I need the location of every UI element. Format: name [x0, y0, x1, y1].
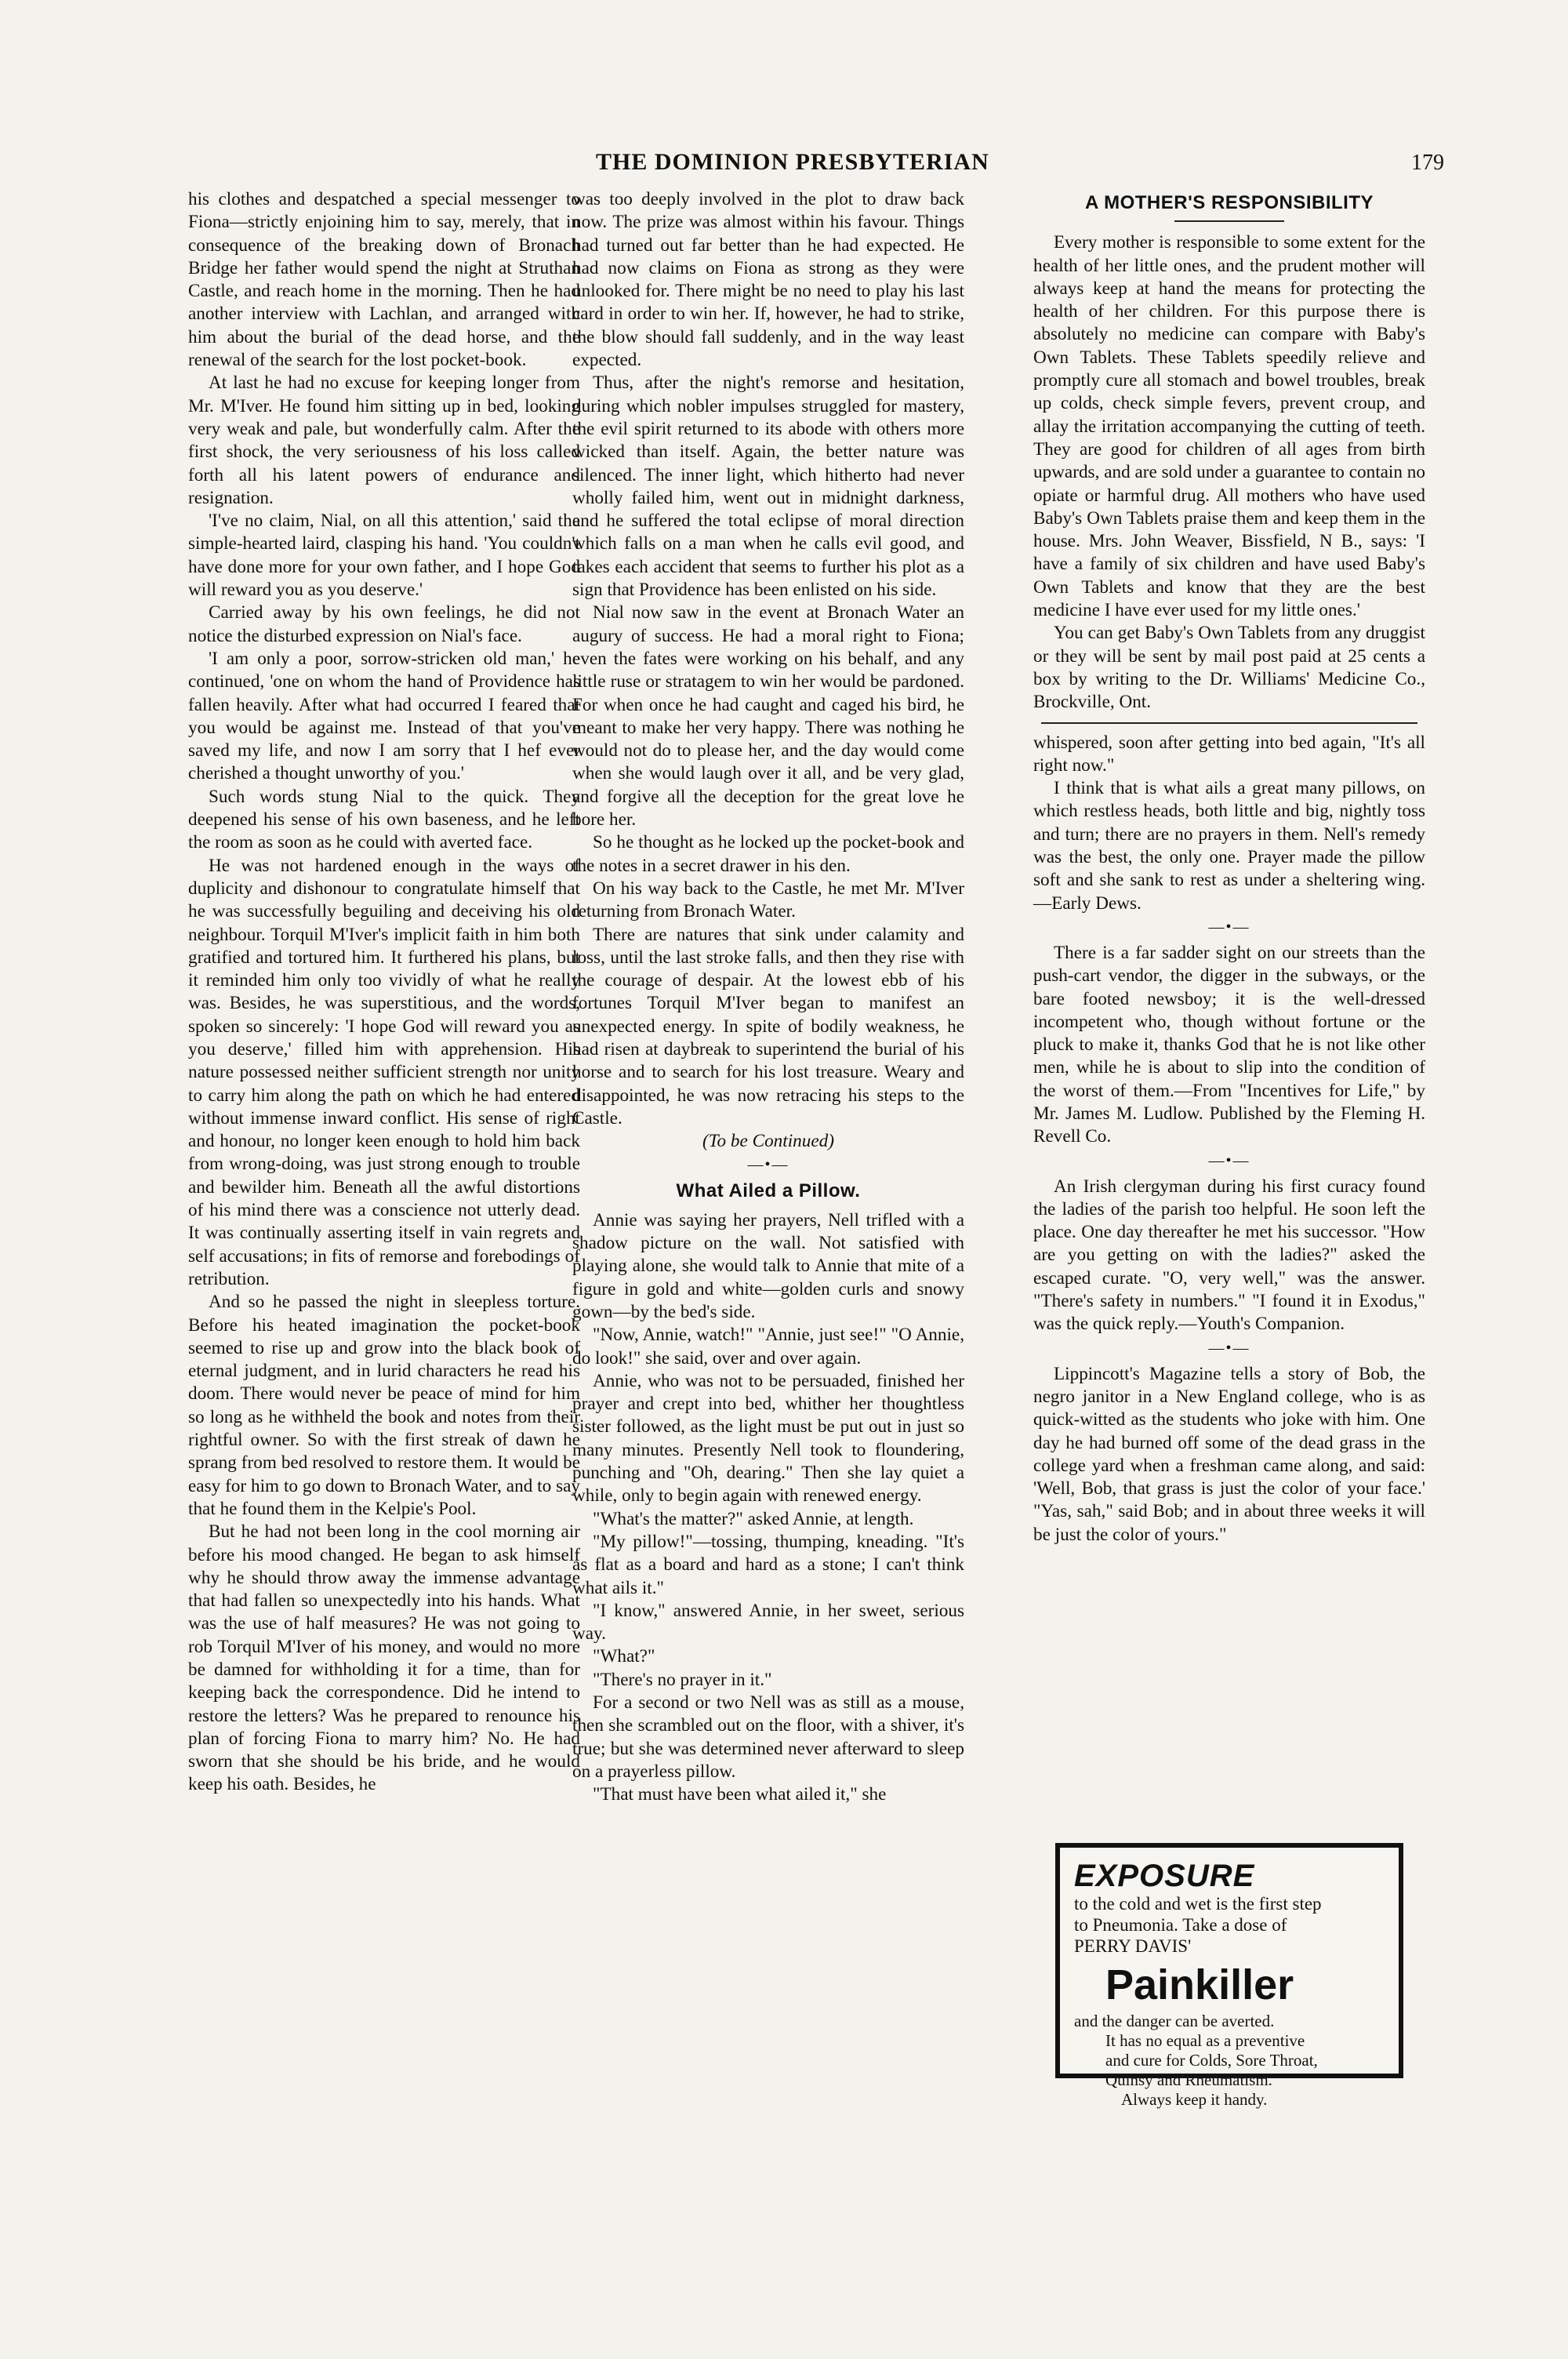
ad-line: Always keep it handy.	[1121, 2090, 1268, 2109]
story-paragraph: But he had not been long in the cool morning air before his mood changed. He began to ask himself why he should throw away the immense advantage that had fallen so unexpectedly into his hands. What was the use of half measures? He was not going to rob Torquil M'Iver of his money, and would no more be damned for withholding it for a time, than for keeping back the correspondence. Did he intend to restore the letters? Was he prepared to renounce his plan of forcing Fiona to marry him? No. He had sworn that she should be his bride, and he would keep his oath. Besides, he	[188, 1521, 580, 1795]
section-ornament: —•—	[1208, 918, 1250, 936]
article-heading-pillow: What Ailed a Pillow.	[676, 1180, 861, 1202]
story-paragraph: Carried away by his own feelings, he did not notice the disturbed expression on Nial's face.	[188, 602, 580, 646]
story-paragraph: And so he passed the night in sleepless torture. Before his heated imagination the pocket-book seemed to rise up and grow into the black book of eternal judgment, and in lurid characters he read his doom. There would never be peace of mind for him so long as he withheld the book and notes from their rightful owner. So with the first streak of dawn he sprang from bed resolved to restore them. It would be easy for him to go down to Bronach Water, and to say that he found them in the Kelpie's Pool.	[188, 1292, 580, 1519]
section-ornament: —•—	[1208, 1151, 1250, 1169]
ad-brand-name: Painkiller	[1105, 1961, 1294, 2008]
article-paragraph: "There's no prayer in it."	[593, 1669, 772, 1690]
page-header	[0, 149, 1568, 180]
story-paragraph: Thus, after the night's remorse and hesitation, during which nobler impulses struggled for mastery, the evil spirit returned to its abode with others more wicked than itself. Again, the better nature was silenced. The inner light, which hitherto had never wholly failed him, went out in midnight darkness, and he suffered the total eclipse of moral direction which falls on a man when he calls evil good, and takes each accident that seems to further his plot as a sign that Providence has been enlisted on his side.	[572, 373, 964, 601]
article-paragraph: An Irish clergyman during his first curacy found the ladies of the parish too helpful. He soon left the place. One day thereafter he met his successor. "How are you getting on with the ladies?" asked the escaped curate. "O, very well," was the answer. "There's safety in numbers." "I found it in Exodus," was the quick reply.—Youth's Companion.	[1033, 1176, 1425, 1335]
article-paragraph: "I know," answered Annie, in her sweet, serious way.	[572, 1600, 964, 1645]
article-paragraph: Annie, who was not to be persuaded, finished her prayer and crept into bed, whither her thoughtless sister followed, as the light must be put out in just so many minutes. Presently Nell took to floundering, punching and "Oh, dearing." Then she lay quiet a while, only to begin again with renewed energy.	[572, 1370, 964, 1507]
article-paragraph: "Now, Annie, watch!" "Annie, just see!" "O Annie, do look!" she said, over and over again.	[572, 1325, 964, 1369]
ad-line: PERRY DAVIS'	[1074, 1936, 1192, 1956]
article-paragraph: Every mother is responsible to some extent for the health of her little ones, and the prudent mother will always keep at hand the means for protecting the health of her children. For this purpose there is absolutely no medicine can compare with Baby's Own Tablets. These Tablets speedily relieve and promptly cure all stomach and bowel troubles, break up colds, check simple fevers, prevent croup, and allay the irritation accompanying the cutting of teeth. They are good for children of all ages from birth upwards, and are sold under a guarantee to contain no opiate or harmful drug. All mothers who have used Baby's Own Tablets praise them and keep them in the house. Mrs. John Weaver, Bissfield, N B., says: 'I have a family of six children and have used Baby's Own Tablets and know that they are the best medicine I have ever used for my little ones.'	[1033, 232, 1425, 621]
ad-line: It has no equal as a preventive	[1105, 2031, 1305, 2050]
article-heading-mother: A MOTHER'S RESPONSIBILITY	[1084, 192, 1374, 213]
article-paragraph: For a second or two Nell was as still as a mouse, then she scrambled out on the floor, with a shiver, it's true; but she was determined never afterward to sleep on a prayerless pillow.	[572, 1692, 964, 1782]
article-paragraph: "My pillow!"—tossing, thumping, kneading. "It's as flat as a board and hard as a stone; I can't think what ails it."	[572, 1531, 964, 1598]
column-1	[188, 188, 580, 1797]
ad-headline: EXPOSURE	[1074, 1859, 1255, 1893]
story-paragraph: On his way back to the Castle, he met Mr. M'Iver returning from Bronach Water.	[572, 878, 964, 922]
article-paragraph: "What?"	[593, 1646, 655, 1667]
story-paragraph: his clothes and despatched a special messenger to Fiona—strictly enjoining him to say, merely, that in consequence of the breaking down of Bronach Bridge her father would spend the night at Struthan Castle, and reach home in the morning. Then he had another interview with Lachlan, and arranged with him about the burial of the dead horse, and the renewal of the search for the lost pocket-book.	[188, 189, 580, 371]
ad-line: and the danger can be averted.	[1074, 2012, 1275, 2030]
story-paragraph: So he thought as he locked up the pocket-book and the notes in a secret drawer in his den.	[572, 832, 964, 876]
story-paragraph: 'I've no claim, Nial, on all this attention,' said the simple-hearted laird, clasping his hand. 'You couldn't have done more for your own father, and I hope God will reward you as you deserve.'	[188, 511, 580, 601]
article-paragraph: You can get Baby's Own Tablets from any druggist or they will be sent by mail post paid at 25 cents a box by writing to the Dr. Williams' Medicine Co., Brockville, Ont.	[1033, 623, 1425, 713]
page-number: 179	[1411, 151, 1444, 175]
ad-line: to Pneumonia. Take a dose of	[1074, 1915, 1287, 1935]
ad-line: and cure for Colds, Sore Throat,	[1105, 2051, 1318, 2070]
section-ornament: —•—	[1208, 1339, 1250, 1357]
story-paragraph: was too deeply involved in the plot to draw back now. The prize was almost within his favour. Things had turned out far better than he had expected. He had now claims on Fiona as strong as they were unlooked for. There might be no need to play his last card in order to win her. If, however, he had to strike, the blow should fall suddenly, and in the way least expected.	[572, 189, 964, 371]
story-paragraph: Nial now saw in the event at Bronach Water an augury of success. He had a moral right to Fiona; even the fates were working on his behalf, and any little ruse or stratagem to win her would be pardoned. For when once he had caught and caged his bird, he meant to make her very happy. There was nothing he would not do to please her, and the day would come when she would laugh over it all, and be very glad, and forgive all the deception for the great love he bore her.	[572, 602, 964, 831]
painkiller-advertisement	[1055, 1843, 1403, 2109]
story-paragraph: 'I am only a poor, sorrow-stricken old man,' he continued, 'one on whom the hand of Providence has fallen heavily. After what had occurred I feared that you would be against me. Instead of that you've saved my life, and now I am sorry that I hef ever cherished a thought unworthy of you.'	[188, 648, 580, 784]
to-be-continued: (To be Continued)	[702, 1131, 834, 1152]
column-2	[572, 188, 964, 1806]
heading-rule	[1174, 220, 1284, 222]
article-paragraph: I think that is what ails a great many pillows, on which restless heads, both little and big, nightly toss and turn; there are no prayers in them. Nell's remedy was the best, the only one. Prayer made the pillow soft and she sank to rest as under a sheltering wing.—Early Dews.	[1033, 778, 1425, 914]
ad-line: to the cold and wet is the first step	[1074, 1894, 1322, 1914]
story-paragraph: Such words stung Nial to the quick. They deepened his sense of his own baseness, and he left the room as soon as he could with averted face.	[188, 786, 580, 853]
article-paragraph: whispered, soon after getting into bed again, "It's all right now."	[1033, 732, 1425, 776]
story-paragraph: He was not hardened enough in the ways of duplicity and dishonour to congratulate himself that he was successfully beguiling and deceiving his old neighbour. Torquil M'Iver's implicit faith in him both gratified and tortured him. It furthered his plans, but it reminded him only too vividly of what he really was. Besides, he was superstitious, and the words, spoken so sincerely: 'I hope God will reward you as you deserve,' filled him with apprehension. His nature possessed neither sufficient strength nor unity to carry him along the path on which he had entered without immense inward conflict. His sense of right and honour, no longer keen enough to hold him back from wrong-doing, was just strong enough to trouble and bewilder him. Beneath all the awful distortions of his mind there was a conscience not utterly dead. It was continually asserting itself in vain regrets and self accusations; in fits of remorse and forebodings of retribution.	[188, 855, 580, 1289]
article-paragraph: There is a far sadder sight on our streets than the push-cart vendor, the digger in the subways, or the bare footed newsboy; it is the well-dressed incompetent who, though without fortune or the pluck to make it, thanks God that he is not like other men, while he is about to slip into the condition of the worst of them.—From "Incentives for Life," by Mr. James M. Ludlow. Published by the Fleming H. Revell Co.	[1033, 942, 1425, 1147]
article-paragraph: Lippincott's Magazine tells a story of Bob, the negro janitor in a New England college, who is as quick-witted as the students who joke with him. One day he had burned off some of the dead grass in the college yard when a freshman came along, and said: 'Well, Bob, that grass is just the color of your face.' "Yas, sah," said Bob; and in about three weeks it will be just the color of yours."	[1033, 1363, 1425, 1545]
story-paragraph: At last he had no excuse for keeping longer from Mr. M'Iver. He found him sitting up in bed, looking very weak and pale, but wonderfully calm. After the first shock, the very seriousness of his loss called forth all his latent powers of endurance and resignation.	[188, 373, 580, 508]
publication-title: THE DOMINION PRESBYTERIAN	[596, 149, 989, 175]
section-divider	[1041, 722, 1417, 724]
article-paragraph: "What's the matter?" asked Annie, at length.	[593, 1508, 914, 1529]
article-paragraph: Annie was saying her prayers, Nell trifled with a shadow picture on the wall. Not satisfied with playing alone, she would talk to Annie that mite of a figure in gold and white—golden curls and snowy gown—by the bed's side.	[572, 1209, 964, 1322]
section-ornament: —•—	[747, 1156, 789, 1174]
column-3	[1033, 188, 1425, 1547]
story-paragraph: There are natures that sink under calamity and loss, until the last stroke falls, and then they rise with the courage of despair. At the lowest ebb of his fortunes Torquil M'Iver began to manifest an unexpected energy. In spite of bodily weakness, he had risen at daybreak to superintend the burial of his horse and to search for his lost treasure. Weary and disappointed, he was now retracing his steps to the Castle.	[572, 924, 964, 1129]
article-paragraph: "That must have been what ailed it," she	[593, 1784, 887, 1805]
ad-line: Quinsy and Rheumatism.	[1105, 2070, 1272, 2089]
